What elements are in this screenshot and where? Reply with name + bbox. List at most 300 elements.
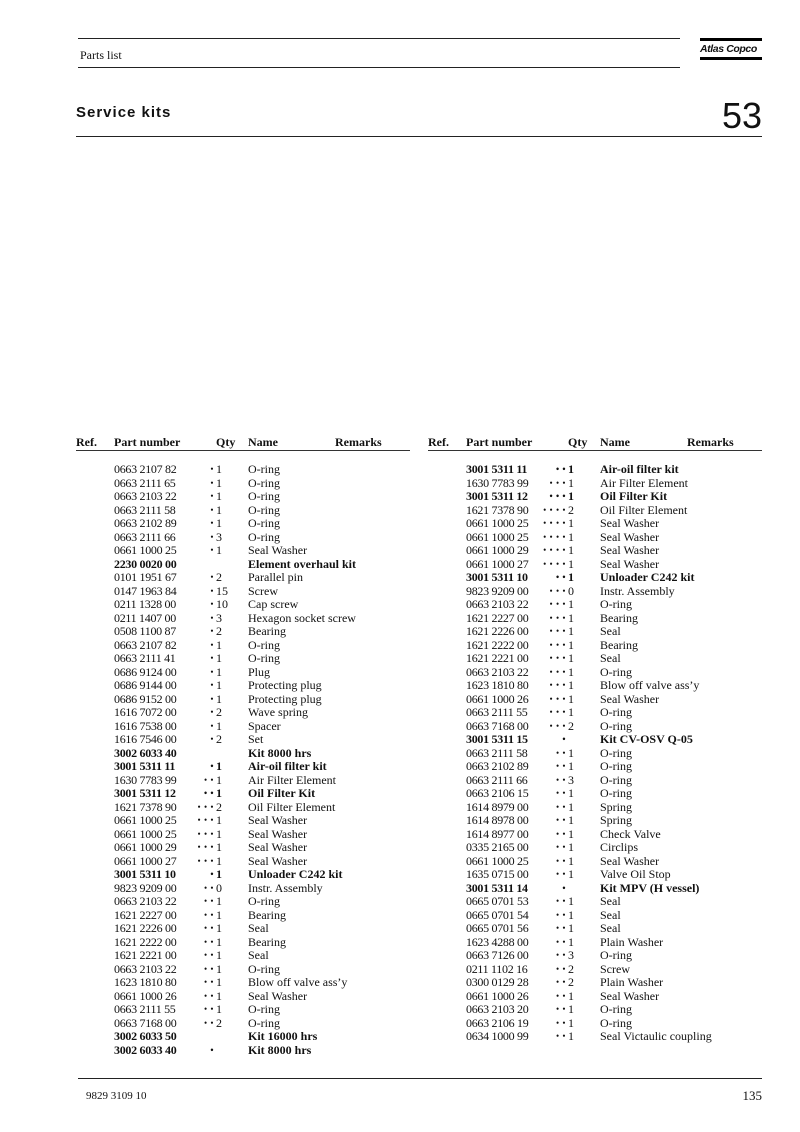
level-dots-cell: • <box>210 761 214 771</box>
qty-cell: 0 <box>568 583 574 598</box>
name-cell: Unloader C242 kit <box>248 867 343 881</box>
name-cell: Seal <box>248 921 269 935</box>
table-row <box>76 720 410 734</box>
table-row <box>428 571 762 585</box>
table-rows <box>428 463 762 1044</box>
part-number-cell: 0665 0701 54 <box>466 907 529 922</box>
table-row <box>428 990 762 1004</box>
name-cell: Wave spring <box>248 705 309 719</box>
table-row <box>428 544 762 558</box>
name-cell: Kit CV-OSV Q-05 <box>600 732 693 746</box>
name-cell: Check Valve <box>600 826 661 841</box>
part-number-cell: 0663 2107 82 <box>114 637 177 652</box>
level-dots-cell: • • <box>203 977 214 987</box>
qty-cell: 1 <box>216 543 222 557</box>
qty-cell: 2 <box>216 705 222 719</box>
name-cell: Seal <box>600 907 621 922</box>
table-row <box>428 720 762 734</box>
parts-table-left <box>76 432 410 1057</box>
name-cell: Kit 16000 hrs <box>248 1029 318 1043</box>
table-row <box>76 895 410 909</box>
level-dots-cell: • • • <box>549 666 566 677</box>
table-row <box>76 936 410 950</box>
table-row <box>428 693 762 707</box>
level-dots-cell: • • <box>203 788 214 798</box>
name-cell: Seal Washer <box>600 543 660 557</box>
level-dots-cell: • <box>210 504 214 515</box>
level-dots-cell: • <box>210 639 214 650</box>
part-number-cell: 3001 5311 12 <box>114 786 176 800</box>
footer-rule <box>78 1078 762 1079</box>
header-bottom-rule <box>78 67 680 68</box>
level-dots-cell: • • • <box>549 707 566 717</box>
qty-cell: 1 <box>568 678 574 692</box>
name-cell: Circlips <box>600 840 638 854</box>
level-dots-cell: • • <box>555 774 566 785</box>
qty-cell: 1 <box>568 1029 574 1043</box>
name-cell: Seal <box>248 948 269 962</box>
level-dots-cell: • • <box>203 909 214 920</box>
part-number-cell: 0663 7126 00 <box>466 948 529 962</box>
table-row <box>76 666 410 680</box>
part-number-cell: 1614 8977 00 <box>466 826 529 841</box>
part-number-cell: 0508 1100 87 <box>114 624 176 638</box>
header-part-number: Part number <box>466 435 533 449</box>
table-row <box>428 463 762 477</box>
table-row <box>428 760 762 774</box>
part-number-cell: 0663 7168 00 <box>466 718 529 733</box>
qty-cell: 1 <box>568 934 574 949</box>
table-row <box>76 571 410 585</box>
part-number-cell: 0661 1000 25 <box>466 853 529 868</box>
qty-cell: 1 <box>568 475 574 490</box>
name-cell: O-ring <box>600 1002 632 1016</box>
level-dots-cell: • • <box>555 572 566 582</box>
part-number-cell: 0663 2111 58 <box>114 502 176 517</box>
section-rule <box>76 136 762 137</box>
table-row <box>428 733 762 747</box>
part-number-cell: 1621 2227 00 <box>466 610 529 625</box>
level-dots-cell: • • • • <box>543 518 566 528</box>
qty-cell: 15 <box>216 583 228 598</box>
name-cell: O-ring <box>248 894 280 908</box>
name-cell: Oil Filter Kit <box>248 786 316 800</box>
level-dots-cell: • • • <box>549 599 566 609</box>
name-cell: O-ring <box>600 759 632 773</box>
part-number-cell: 1621 2227 00 <box>114 907 177 922</box>
table-row <box>428 706 762 720</box>
qty-cell: 1 <box>216 934 222 949</box>
part-number-cell: 0663 2103 20 <box>466 1002 529 1016</box>
header-title: Parts list <box>80 48 122 62</box>
table-row <box>428 774 762 788</box>
name-cell: Seal Washer <box>248 813 308 827</box>
name-cell: Blow off valve ass’y <box>600 678 700 692</box>
table-row <box>76 639 410 653</box>
table-row <box>428 558 762 572</box>
section-number: 53 <box>721 95 762 136</box>
name-cell: Seal Victaulic coupling <box>600 1029 712 1043</box>
qty-cell: 1 <box>216 907 222 922</box>
table-row <box>428 679 762 693</box>
qty-cell: 1 <box>568 921 574 935</box>
qty-cell: 2 <box>568 961 574 976</box>
name-cell: O-ring <box>600 786 632 800</box>
qty-cell: 1 <box>568 1015 574 1030</box>
table-row <box>428 976 762 990</box>
part-number-cell: 0661 1000 26 <box>466 691 529 706</box>
table-row <box>76 531 410 545</box>
name-cell: Seal <box>600 894 621 908</box>
level-dots-cell: • <box>210 653 214 663</box>
level-dots-cell: • • <box>555 1031 566 1041</box>
name-cell: Air Filter Element <box>600 475 688 490</box>
part-number-cell: 0661 1000 25 <box>114 543 177 557</box>
qty-cell: 2 <box>568 502 574 517</box>
name-cell: O-ring <box>248 1002 280 1016</box>
part-number-cell: 1616 7538 00 <box>114 718 177 733</box>
name-cell: Seal Washer <box>600 556 660 571</box>
qty-cell: 0 <box>216 880 222 895</box>
level-dots-cell: • • <box>203 1017 214 1028</box>
level-dots-cell: • • • • <box>543 504 566 515</box>
name-cell: Oil Filter Kit <box>600 489 668 503</box>
qty-cell: 1 <box>216 921 222 935</box>
name-cell: Unloader C242 kit <box>600 570 695 584</box>
part-number-cell: 0147 1963 84 <box>114 583 177 598</box>
qty-cell: 1 <box>216 462 222 476</box>
name-cell: O-ring <box>600 718 632 733</box>
qty-cell: 1 <box>568 516 574 530</box>
part-number-cell: 0663 2111 66 <box>466 772 528 787</box>
name-cell: Air-oil filter kit <box>600 462 679 476</box>
qty-cell: 1 <box>216 502 222 517</box>
part-number-cell: 0661 1000 25 <box>466 529 529 544</box>
table-header <box>428 432 762 451</box>
table-row <box>76 1017 410 1031</box>
part-number-cell: 0663 2111 55 <box>466 705 528 719</box>
table-row <box>76 747 410 761</box>
level-dots-cell: • • <box>555 788 566 798</box>
table-row <box>428 531 762 545</box>
qty-cell: 10 <box>216 597 228 611</box>
qty-cell: 1 <box>568 894 574 908</box>
level-dots-cell: • • • • <box>543 531 566 542</box>
qty-cell: 1 <box>568 624 574 638</box>
level-dots-cell: • <box>210 666 214 677</box>
qty-cell: 1 <box>216 678 222 692</box>
table-row <box>428 490 762 504</box>
table-row <box>76 706 410 720</box>
name-cell: Protecting plug <box>248 678 322 692</box>
part-number-cell: 0686 9124 00 <box>114 664 177 679</box>
table-row <box>76 612 410 626</box>
level-dots-cell: • <box>210 585 214 596</box>
document-number: 9829 3109 10 <box>86 1090 147 1102</box>
table-row <box>428 963 762 977</box>
table-row <box>76 855 410 869</box>
part-number-cell: 1621 2221 00 <box>114 948 177 962</box>
part-number-cell: 0661 1000 25 <box>114 813 177 827</box>
logo-bar-top <box>700 38 762 41</box>
table-row <box>76 909 410 923</box>
part-number-cell: 1621 2226 00 <box>114 921 177 935</box>
part-number-cell: 0663 2111 58 <box>466 745 528 760</box>
part-number-cell: 0663 2111 65 <box>114 475 176 490</box>
level-dots-cell: • <box>210 599 214 609</box>
qty-cell: 1 <box>216 664 222 679</box>
table-row <box>76 990 410 1004</box>
table-row <box>428 1017 762 1031</box>
level-dots-cell: • • • <box>197 815 214 825</box>
table-row <box>428 949 762 963</box>
level-dots-cell: • <box>210 464 214 474</box>
level-dots-cell: • • <box>203 896 214 906</box>
part-number-cell: 0335 2165 00 <box>466 840 529 854</box>
table-row <box>428 936 762 950</box>
qty-cell: 3 <box>216 610 222 625</box>
level-dots-cell: • • <box>555 815 566 825</box>
table-row <box>76 477 410 491</box>
part-number-cell: 1623 1810 80 <box>114 975 177 989</box>
table-row <box>76 598 410 612</box>
level-dots-cell: • <box>210 518 214 528</box>
name-cell: O-ring <box>248 516 280 530</box>
table-row <box>76 814 410 828</box>
qty-cell: 2 <box>216 570 222 584</box>
part-number-cell: 1621 7378 90 <box>466 502 529 517</box>
level-dots-cell: • • • • <box>543 558 566 569</box>
part-number-cell: 0661 1000 27 <box>466 556 529 571</box>
name-cell: Screw <box>600 961 630 976</box>
name-cell: Protecting plug <box>248 691 322 706</box>
company-logo <box>700 36 762 62</box>
table-row <box>76 1030 410 1044</box>
table-row <box>428 1030 762 1044</box>
table-row <box>76 841 410 855</box>
qty-cell: 1 <box>216 826 222 841</box>
level-dots-cell: • • • <box>549 491 566 501</box>
part-number-cell: 0663 2103 22 <box>114 961 177 976</box>
part-number-cell: 2230 0020 00 <box>114 556 177 571</box>
level-dots-cell: • • <box>203 990 214 1001</box>
name-cell: Oil Filter Element <box>248 799 336 814</box>
level-dots-cell: • • <box>555 842 566 852</box>
level-dots-cell: • • <box>203 963 214 974</box>
level-dots-cell: • • • <box>549 680 566 690</box>
table-row <box>76 787 410 801</box>
part-number-cell: 1630 7783 99 <box>114 772 177 787</box>
name-cell: Bearing <box>248 934 286 949</box>
logo-bar-bottom <box>700 57 762 60</box>
header-name: Name <box>248 435 278 449</box>
part-number-cell: 1621 2226 00 <box>466 624 529 638</box>
name-cell: Hexagon socket screw <box>248 610 356 625</box>
part-number-cell: 0661 1000 25 <box>114 826 177 841</box>
qty-cell: 1 <box>216 867 222 881</box>
table-row <box>428 922 762 936</box>
part-number-cell: 0686 9152 00 <box>114 691 177 706</box>
name-cell: Seal Washer <box>600 853 660 868</box>
qty-cell: 1 <box>216 516 222 530</box>
qty-cell: 1 <box>568 651 574 665</box>
level-dots-cell: • • • <box>197 855 214 866</box>
table-row <box>76 922 410 936</box>
section-title: Service kits <box>76 104 172 121</box>
name-cell: Seal Washer <box>248 988 308 1003</box>
table-row <box>76 652 410 666</box>
part-number-cell: 0211 1328 00 <box>114 597 176 611</box>
name-cell: Spring <box>600 813 633 827</box>
qty-cell: 1 <box>216 948 222 962</box>
qty-cell: 1 <box>568 786 574 800</box>
level-dots-cell: • • <box>555 977 566 987</box>
name-cell: O-ring <box>600 745 632 760</box>
name-cell: O-ring <box>600 597 632 611</box>
qty-cell: 1 <box>216 813 222 827</box>
name-cell: O-ring <box>248 637 280 652</box>
qty-cell: 1 <box>568 462 574 476</box>
level-dots-cell: • • <box>555 801 566 812</box>
part-number-cell: 0661 1000 26 <box>114 988 177 1003</box>
name-cell: Seal Washer <box>600 691 660 706</box>
level-dots-cell: • <box>210 477 214 488</box>
name-cell: O-ring <box>248 475 280 490</box>
qty-cell: 1 <box>568 691 574 706</box>
level-dots-cell: • • <box>555 936 566 947</box>
level-dots-cell: • • <box>555 950 566 960</box>
part-number-cell: 3001 5311 14 <box>466 880 528 895</box>
part-number-cell: 1616 7546 00 <box>114 732 177 746</box>
table-row <box>76 558 410 572</box>
table-row <box>428 787 762 801</box>
table-row <box>428 585 762 599</box>
qty-cell: 1 <box>216 961 222 976</box>
name-cell: Blow off valve ass’y <box>248 975 348 989</box>
level-dots-cell: • • <box>555 747 566 758</box>
name-cell: Kit 8000 hrs <box>248 745 312 760</box>
level-dots-cell: • <box>210 1044 214 1055</box>
table-row <box>76 882 410 896</box>
name-cell: O-ring <box>248 462 280 476</box>
level-dots-cell: • • • • <box>543 545 566 555</box>
table-row <box>76 490 410 504</box>
level-dots-cell: • <box>210 707 214 717</box>
name-cell: Seal Washer <box>248 543 308 557</box>
name-cell: Spacer <box>248 718 281 733</box>
part-number-cell: 0663 2106 15 <box>466 786 529 800</box>
part-number-cell: 0663 2103 22 <box>114 894 177 908</box>
header-remarks: Remarks <box>687 435 734 449</box>
part-number-cell: 1621 2222 00 <box>466 637 529 652</box>
name-cell: O-ring <box>248 961 280 976</box>
table-row <box>76 949 410 963</box>
table-row <box>76 1044 410 1058</box>
name-cell: Seal Washer <box>600 529 660 544</box>
part-number-cell: 3002 6033 40 <box>114 1042 177 1057</box>
name-cell: Seal Washer <box>248 853 308 868</box>
part-number-cell: 1621 2221 00 <box>466 651 529 665</box>
part-number-cell: 0661 1000 25 <box>466 516 529 530</box>
part-number-cell: 0663 2111 55 <box>114 1002 176 1016</box>
level-dots-cell: • • • <box>549 612 566 623</box>
table-row <box>428 882 762 896</box>
table-row <box>428 477 762 491</box>
qty-cell: 1 <box>568 556 574 571</box>
qty-cell: 2 <box>216 799 222 814</box>
level-dots-cell: • <box>210 626 214 636</box>
qty-cell: 1 <box>568 705 574 719</box>
qty-cell: 1 <box>568 813 574 827</box>
qty-cell: 1 <box>568 826 574 841</box>
name-cell: Oil Filter Element <box>600 502 688 517</box>
part-number-cell: 0663 2106 19 <box>466 1015 529 1030</box>
level-dots-cell: • • <box>203 936 214 947</box>
part-number-cell: 0634 1000 99 <box>466 1029 529 1043</box>
part-number-cell: 3001 5311 11 <box>114 759 176 773</box>
name-cell: O-ring <box>600 1015 632 1030</box>
level-dots-cell: • <box>210 720 214 731</box>
qty-cell: 1 <box>568 745 574 760</box>
name-cell: O-ring <box>600 705 632 719</box>
qty-cell: 1 <box>568 529 574 544</box>
qty-cell: 1 <box>216 637 222 652</box>
level-dots-cell: • • • <box>549 693 566 704</box>
name-cell: O-ring <box>248 651 280 665</box>
part-number-cell: 1621 2222 00 <box>114 934 177 949</box>
level-dots-cell: • • <box>555 963 566 974</box>
name-cell: O-ring <box>600 948 632 962</box>
qty-cell: 2 <box>216 624 222 638</box>
name-cell: O-ring <box>248 529 280 544</box>
part-number-cell: 0686 9144 00 <box>114 678 177 692</box>
qty-cell: 1 <box>568 840 574 854</box>
part-number-cell: 1621 7378 90 <box>114 799 177 814</box>
qty-cell: 1 <box>568 853 574 868</box>
qty-cell: 1 <box>216 759 222 773</box>
table-header <box>76 432 410 451</box>
qty-cell: 2 <box>216 1015 222 1030</box>
part-number-cell: 3002 6033 40 <box>114 745 177 760</box>
part-number-cell: 1614 8979 00 <box>466 799 529 814</box>
name-cell: Plug <box>248 664 271 679</box>
qty-cell: 1 <box>568 543 574 557</box>
table-row <box>428 517 762 531</box>
level-dots-cell: • • • <box>197 801 214 812</box>
qty-cell: 1 <box>568 489 574 503</box>
table-row <box>76 463 410 477</box>
name-cell: Kit MPV (H vessel) <box>600 880 700 895</box>
qty-cell: 2 <box>568 718 574 733</box>
part-number-cell: 0211 1407 00 <box>114 610 176 625</box>
part-number-cell: 1635 0715 00 <box>466 867 529 881</box>
name-cell: Screw <box>248 583 278 598</box>
name-cell: Seal Washer <box>248 826 308 841</box>
level-dots-cell: • • • <box>549 720 566 731</box>
table-row <box>428 747 762 761</box>
table-row <box>428 828 762 842</box>
table-row <box>76 774 410 788</box>
table-row <box>428 598 762 612</box>
part-number-cell: 3001 5311 12 <box>466 489 528 503</box>
name-cell: Element overhaul kit <box>248 556 356 571</box>
name-cell: O-ring <box>600 664 632 679</box>
qty-cell: 1 <box>568 759 574 773</box>
name-cell: Air-oil filter kit <box>248 759 327 773</box>
part-number-cell: 1616 7072 00 <box>114 705 177 719</box>
name-cell: Kit 8000 hrs <box>248 1042 312 1057</box>
level-dots-cell: • • <box>555 896 566 906</box>
